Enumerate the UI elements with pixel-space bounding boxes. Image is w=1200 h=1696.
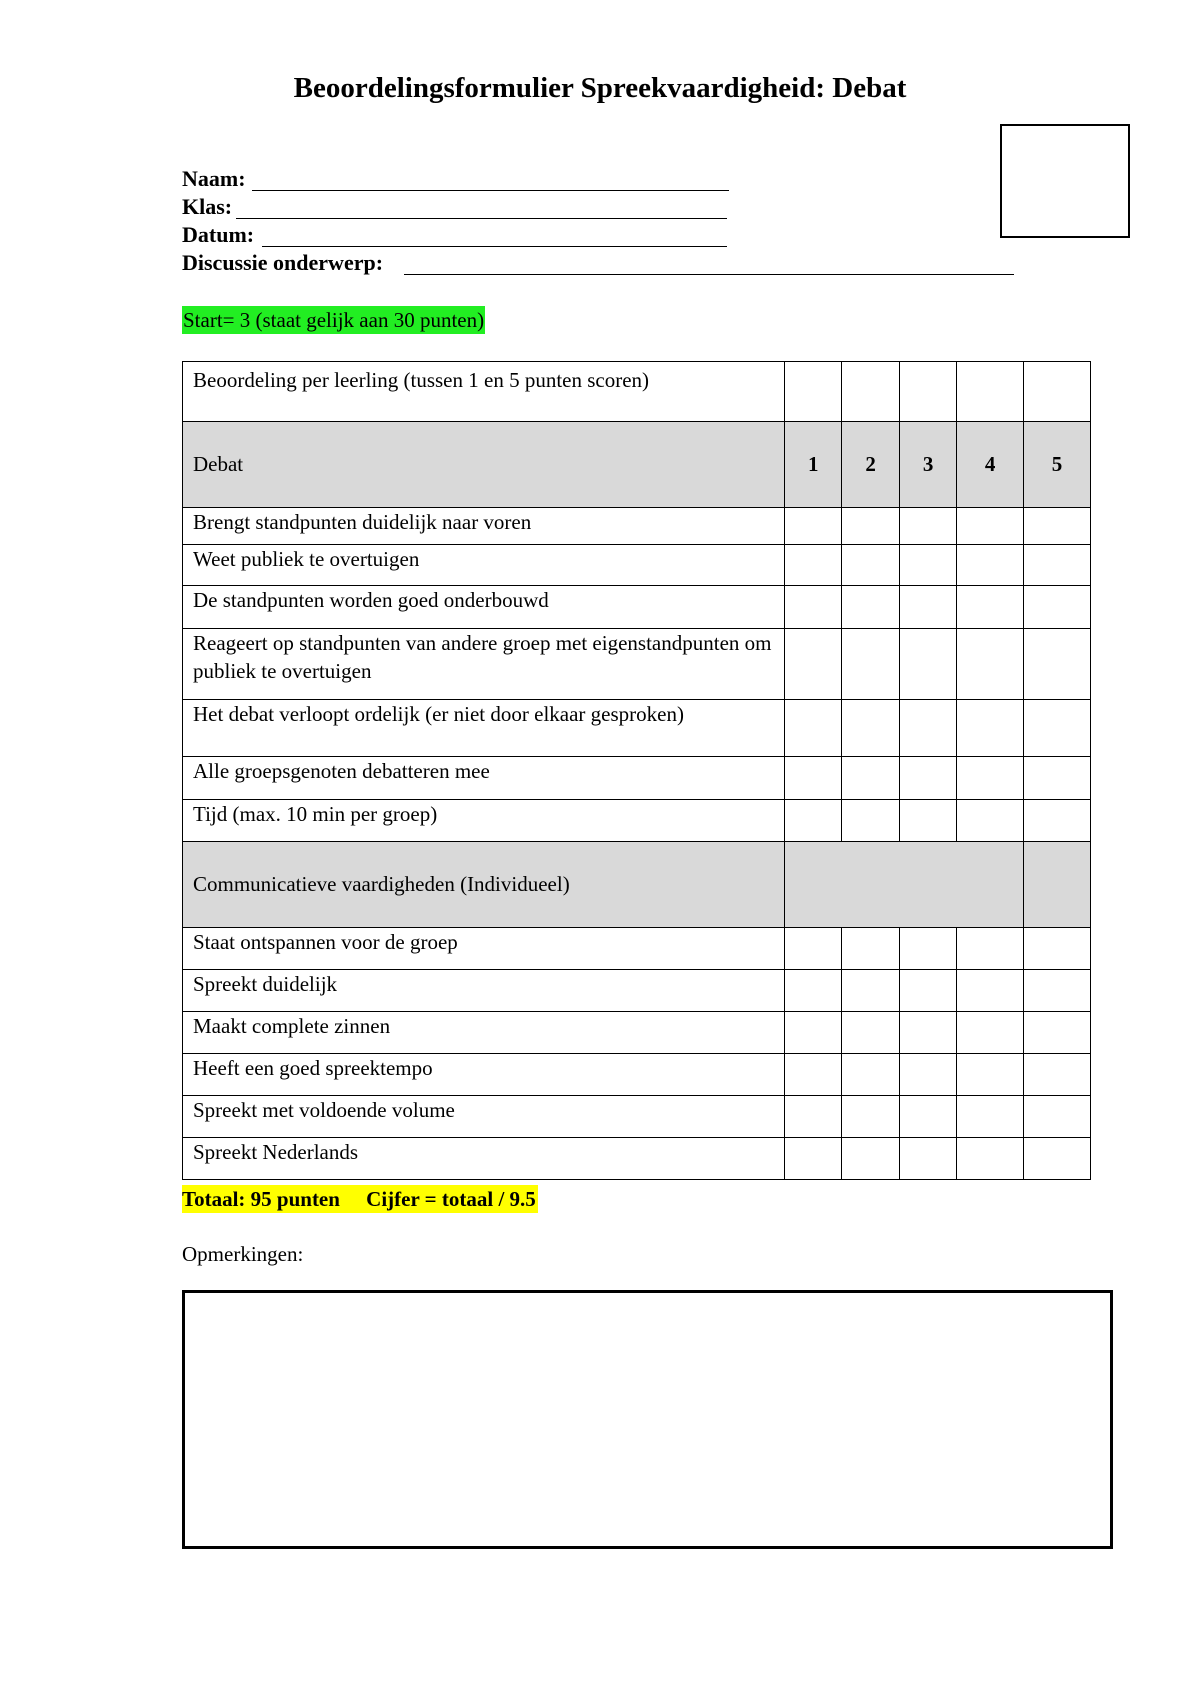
- table-row: [183, 586, 1091, 629]
- criterion-label: Heeft een goed spreektempo: [183, 1054, 785, 1096]
- score-cell[interactable]: [785, 970, 842, 1012]
- criterion-label: Spreekt met voldoende volume: [183, 1096, 785, 1138]
- score-cell[interactable]: [842, 928, 900, 970]
- naam-line[interactable]: [252, 190, 729, 191]
- score-cell[interactable]: [900, 1054, 957, 1096]
- assessment-table: [182, 361, 1091, 1180]
- score-cell[interactable]: [1024, 700, 1091, 757]
- score-cell[interactable]: [957, 508, 1024, 545]
- datum-field: [182, 223, 254, 247]
- table-row: [183, 970, 1091, 1012]
- section-debat-label: Debat: [183, 422, 785, 508]
- score-cell[interactable]: [1024, 928, 1091, 970]
- criterion-label: Tijd (max. 10 min per groep): [183, 800, 785, 842]
- score-cell[interactable]: [785, 545, 842, 586]
- score-header-5: 5: [1024, 422, 1091, 508]
- score-cell[interactable]: [900, 757, 957, 800]
- remarks-box[interactable]: [182, 1290, 1113, 1549]
- score-cell[interactable]: [785, 700, 842, 757]
- score-cell[interactable]: [785, 629, 842, 700]
- header-label: Beoordeling per leerling (tussen 1 en 5 punten scoren): [193, 368, 650, 392]
- onderwerp-line[interactable]: [404, 274, 1014, 275]
- score-cell[interactable]: [957, 629, 1024, 700]
- score-cell[interactable]: [785, 800, 842, 842]
- score-cell[interactable]: [842, 629, 900, 700]
- criterion-label: Alle groepsgenoten debatteren mee: [183, 757, 785, 800]
- section-communicatie-row: [183, 842, 1091, 928]
- score-cell[interactable]: [957, 1012, 1024, 1054]
- score-cell[interactable]: [1024, 545, 1091, 586]
- score-cell[interactable]: [1024, 800, 1091, 842]
- table-row: [183, 757, 1091, 800]
- score-cell[interactable]: [842, 1054, 900, 1096]
- klas-field: [182, 195, 232, 219]
- score-cell[interactable]: [842, 970, 900, 1012]
- score-cell[interactable]: [785, 362, 842, 422]
- score-cell[interactable]: [1024, 629, 1091, 700]
- score-cell[interactable]: [900, 700, 957, 757]
- table-row: [183, 700, 1091, 757]
- score-cell[interactable]: [957, 1138, 1024, 1180]
- score-cell[interactable]: [842, 1012, 900, 1054]
- score-cell[interactable]: [900, 970, 957, 1012]
- criterion-label: Spreekt duidelijk: [183, 970, 785, 1012]
- criterion-label: Het debat verloopt ordelijk (er niet door elkaar gesproken): [183, 700, 785, 757]
- score-cell[interactable]: [842, 757, 900, 800]
- score-cell[interactable]: [900, 800, 957, 842]
- start-note: Start= 3 (staat gelijk aan 30 punten): [183, 308, 485, 332]
- table-row: [183, 1012, 1091, 1054]
- score-cell[interactable]: [1024, 1138, 1091, 1180]
- score-cell[interactable]: [957, 700, 1024, 757]
- score-cell[interactable]: [957, 970, 1024, 1012]
- score-cell[interactable]: [1024, 1012, 1091, 1054]
- score-cell[interactable]: [842, 545, 900, 586]
- score-cell[interactable]: [1024, 970, 1091, 1012]
- criterion-label: Reageert op standpunten van andere groep met eigenstandpunten om publiek te overtuigen: [183, 629, 785, 700]
- table-row: [183, 508, 1091, 545]
- score-cell[interactable]: [785, 1138, 842, 1180]
- score-cell[interactable]: [785, 757, 842, 800]
- score-header-2: 2: [842, 422, 900, 508]
- score-cell[interactable]: [957, 928, 1024, 970]
- grade-box: [1000, 124, 1130, 238]
- criterion-label: Maakt complete zinnen: [183, 1012, 785, 1054]
- datum-label: Datum:: [182, 222, 255, 247]
- score-cell[interactable]: [957, 1054, 1024, 1096]
- totaal-note: Totaal: 95 punten Cijfer = totaal / 9.5: [182, 1187, 536, 1211]
- criterion-label: Brengt standpunten duidelijk naar voren: [183, 508, 785, 545]
- criterion-label: Spreekt Nederlands: [183, 1138, 785, 1180]
- section-merged-cell: [785, 842, 1024, 928]
- score-cell[interactable]: [900, 1138, 957, 1180]
- table-row: [183, 1138, 1091, 1180]
- section-debat-row: [183, 422, 1091, 508]
- onderwerp-label: Discussie onderwerp:: [182, 250, 384, 275]
- section-communicatie-label: Communicatieve vaardigheden (Individueel): [183, 842, 785, 928]
- score-cell[interactable]: [1024, 1096, 1091, 1138]
- klas-label: Klas:: [182, 194, 233, 219]
- section-cell: [1024, 842, 1091, 928]
- score-cell[interactable]: [785, 1054, 842, 1096]
- criterion-label: Staat ontspannen voor de groep: [183, 928, 785, 970]
- score-cell[interactable]: [900, 508, 957, 545]
- onderwerp-field: [182, 251, 383, 275]
- score-cell[interactable]: [957, 757, 1024, 800]
- datum-line[interactable]: [262, 246, 727, 247]
- criterion-label: Weet publiek te overtuigen: [183, 545, 785, 586]
- table-row: [183, 1054, 1091, 1096]
- score-header-3: 3: [900, 422, 957, 508]
- score-cell[interactable]: [842, 362, 900, 422]
- table-row: [183, 545, 1091, 586]
- table-row: [183, 1096, 1091, 1138]
- score-cell[interactable]: [957, 362, 1024, 422]
- score-cell[interactable]: [785, 1096, 842, 1138]
- naam-field: [182, 167, 246, 191]
- klas-line[interactable]: [236, 218, 727, 219]
- page-title: Beoordelingsformulier Spreekvaardigheid: Debat: [293, 72, 907, 104]
- score-cell[interactable]: [842, 1096, 900, 1138]
- remarks-label: Opmerkingen:: [182, 1242, 304, 1266]
- score-cell[interactable]: [957, 545, 1024, 586]
- header-label-cell: [183, 362, 785, 422]
- criterion-label: De standpunten worden goed onderbouwd: [183, 586, 785, 629]
- score-cell[interactable]: [900, 1012, 957, 1054]
- score-cell[interactable]: [842, 586, 900, 629]
- score-cell[interactable]: [842, 800, 900, 842]
- score-cell[interactable]: [1024, 508, 1091, 545]
- score-cell[interactable]: [1024, 362, 1091, 422]
- score-cell[interactable]: [1024, 1054, 1091, 1096]
- score-cell[interactable]: [900, 928, 957, 970]
- score-cell[interactable]: [957, 586, 1024, 629]
- table-row: [183, 629, 1091, 700]
- table-header-row: [183, 362, 1091, 422]
- score-cell[interactable]: [900, 586, 957, 629]
- score-cell[interactable]: [1024, 586, 1091, 629]
- score-cell[interactable]: [785, 1012, 842, 1054]
- naam-label: Naam:: [182, 166, 246, 191]
- score-header-1: 1: [785, 422, 842, 508]
- table-row: [183, 800, 1091, 842]
- score-cell[interactable]: [785, 586, 842, 629]
- score-cell[interactable]: [900, 1096, 957, 1138]
- score-cell[interactable]: [900, 629, 957, 700]
- score-cell[interactable]: [842, 508, 900, 545]
- score-cell[interactable]: [957, 1096, 1024, 1138]
- score-header-4: 4: [957, 422, 1024, 508]
- score-cell[interactable]: [842, 1138, 900, 1180]
- score-cell[interactable]: [785, 508, 842, 545]
- score-cell[interactable]: [957, 800, 1024, 842]
- score-cell[interactable]: [900, 362, 957, 422]
- score-cell[interactable]: [1024, 757, 1091, 800]
- score-cell[interactable]: [842, 700, 900, 757]
- table-row: [183, 928, 1091, 970]
- score-cell[interactable]: [785, 928, 842, 970]
- score-cell[interactable]: [900, 545, 957, 586]
